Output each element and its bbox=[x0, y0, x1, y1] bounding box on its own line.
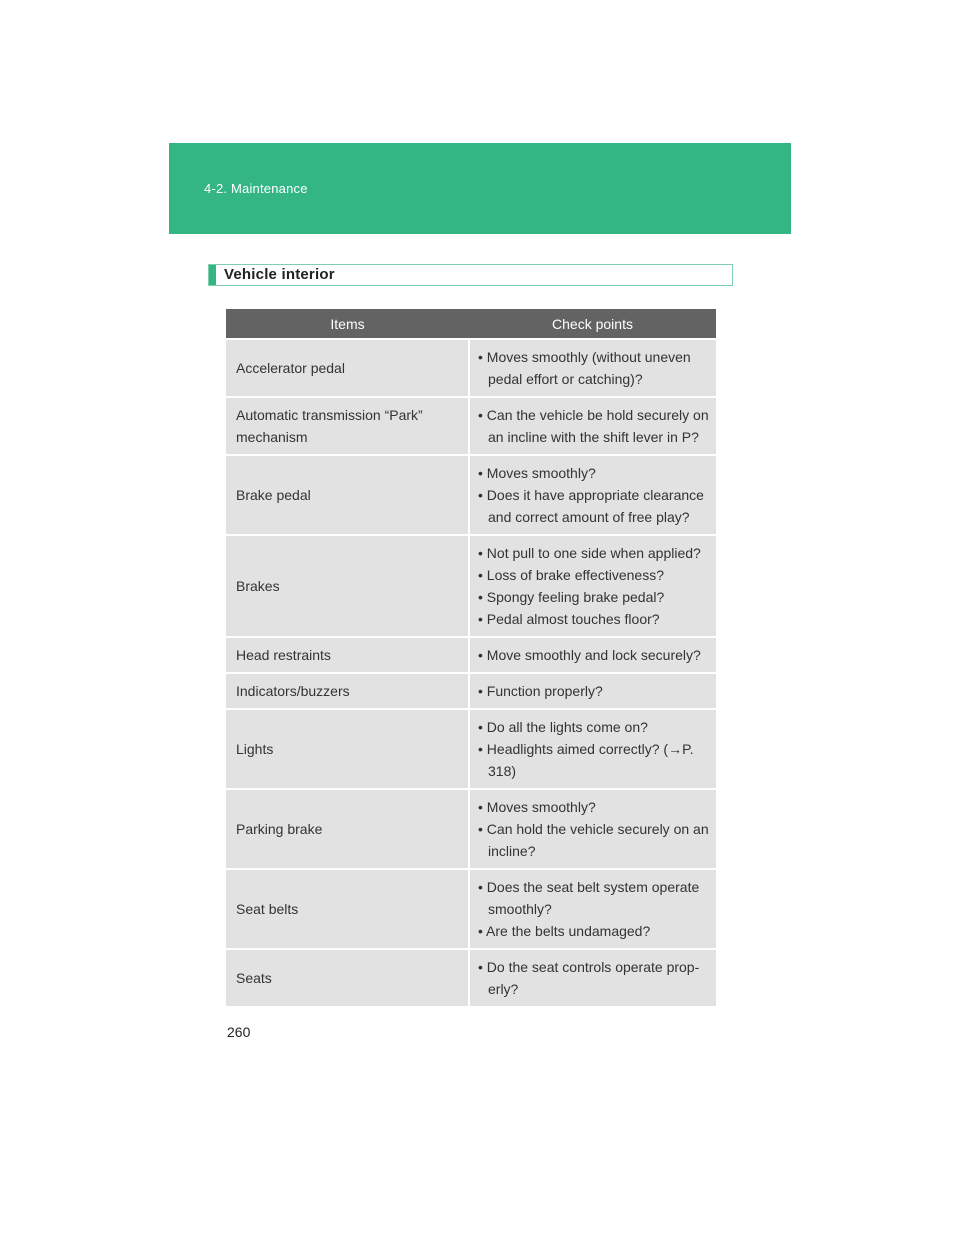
section-label: 4-2. Maintenance bbox=[204, 181, 308, 196]
table-row bbox=[226, 397, 716, 455]
check-point: • Do all the lights come on? bbox=[478, 719, 648, 735]
check-point: • Headlights aimed correctly? (→P. 318) bbox=[478, 741, 694, 779]
check-point: • Pedal almost touches floor? bbox=[478, 611, 660, 627]
item-cell: Brake pedal bbox=[226, 455, 469, 535]
check-point: • Loss of brake effectiveness? bbox=[478, 567, 664, 583]
check-point: • Can hold the vehicle securely on an incline? bbox=[478, 821, 709, 859]
table-row bbox=[226, 673, 716, 709]
check-point: • Are the belts undamaged? bbox=[478, 923, 651, 939]
check-point: • Spongy feeling brake pedal? bbox=[478, 589, 665, 605]
check-cell bbox=[469, 789, 716, 869]
table-row bbox=[226, 869, 716, 949]
check-point: • Moves smoothly (without uneven pedal effort or catching)? bbox=[478, 349, 691, 387]
check-point: • Not pull to one side when applied? bbox=[478, 545, 701, 561]
table-row bbox=[226, 709, 716, 789]
check-cell bbox=[469, 339, 716, 397]
check-point: • Moves smoothly? bbox=[478, 465, 596, 481]
check-point: • Does the seat belt system operate smoothly? bbox=[478, 879, 700, 917]
table-row bbox=[226, 455, 716, 535]
item-cell: Brakes bbox=[226, 535, 469, 637]
item-cell: Head restraints bbox=[226, 637, 469, 673]
check-point: • Can the vehicle be hold securely on an incline with the shift lever in P? bbox=[478, 407, 709, 445]
item-cell: Seat belts bbox=[226, 869, 469, 949]
check-point: • Do the seat controls operate prop-erly? bbox=[478, 959, 700, 997]
check-cell bbox=[469, 869, 716, 949]
item-cell: Parking brake bbox=[226, 789, 469, 869]
check-cell bbox=[469, 535, 716, 637]
column-header-items: Items bbox=[226, 309, 469, 339]
item-cell: Lights bbox=[226, 709, 469, 789]
inspection-table bbox=[226, 309, 716, 1006]
check-point: • Moves smoothly? bbox=[478, 799, 596, 815]
subsection-title: Vehicle interior bbox=[224, 266, 335, 283]
check-point: • Move smoothly and lock securely? bbox=[478, 647, 701, 663]
check-cell bbox=[469, 397, 716, 455]
item-cell: Accelerator pedal bbox=[226, 339, 469, 397]
item-cell: Automatic transmission “Park” mechanism bbox=[226, 397, 469, 455]
check-cell bbox=[469, 455, 716, 535]
item-cell: Seats bbox=[226, 949, 469, 1006]
subsection-accent-bar bbox=[209, 265, 216, 285]
table-row bbox=[226, 535, 716, 637]
table-row bbox=[226, 637, 716, 673]
table-row bbox=[226, 789, 716, 869]
check-point: • Function properly? bbox=[478, 683, 603, 699]
check-cell bbox=[469, 949, 716, 1006]
check-point: • Does it have appropriate clearance and correct amount of free play? bbox=[478, 487, 704, 525]
table-row bbox=[226, 949, 716, 1006]
check-cell bbox=[469, 673, 716, 709]
page-number: 260 bbox=[227, 1024, 251, 1040]
column-header-check-points: Check points bbox=[469, 309, 716, 339]
subsection-heading bbox=[208, 264, 733, 286]
table-header-row bbox=[226, 309, 716, 339]
item-cell: Indicators/buzzers bbox=[226, 673, 469, 709]
table-row bbox=[226, 339, 716, 397]
check-cell bbox=[469, 637, 716, 673]
check-cell bbox=[469, 709, 716, 789]
